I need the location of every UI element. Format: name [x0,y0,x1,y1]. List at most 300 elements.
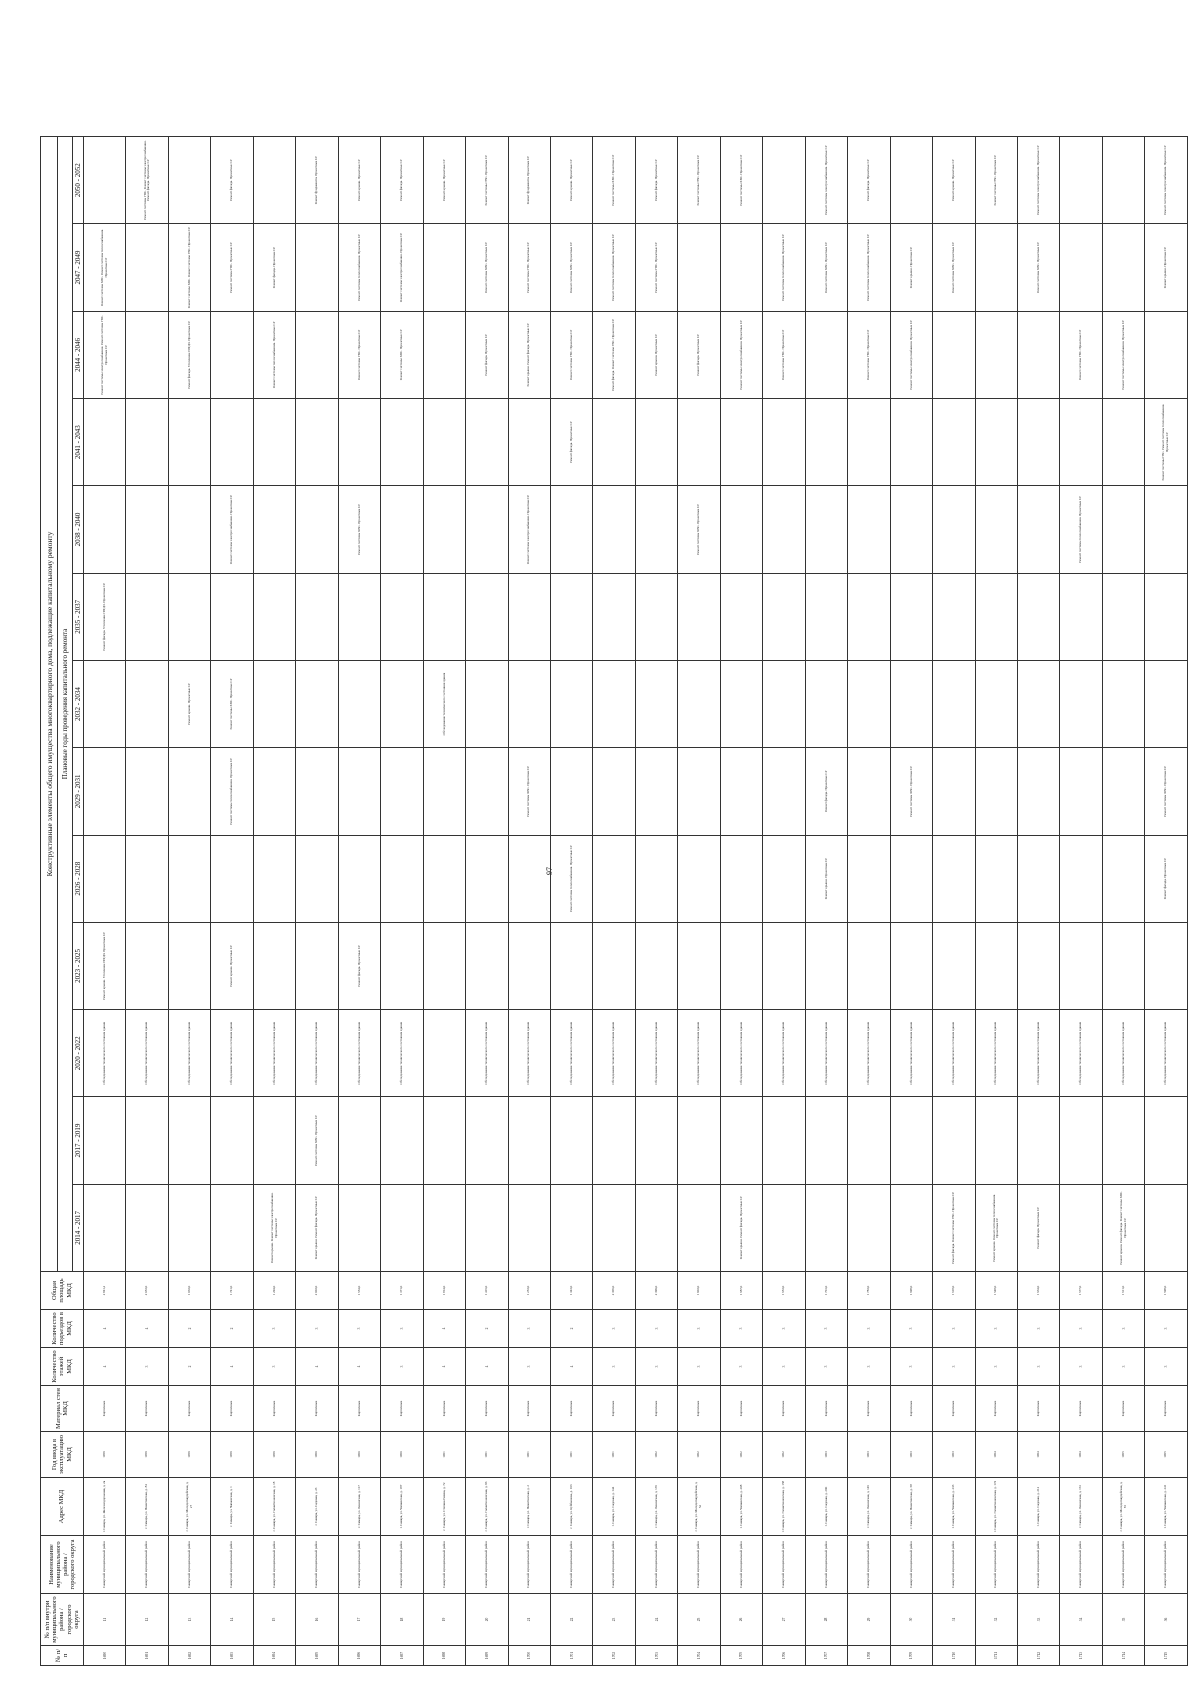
row-index-cell: 1706 [763,1646,805,1666]
entrances-cell: 2 [550,1310,592,1348]
floors-cell: 3 [593,1348,635,1386]
floors-cell: 3 [508,1348,550,1386]
repair-plan-cell: Ремонт системы ГВС. Проектные СР [763,311,805,398]
total-area-cell: 2 053,0 [126,1272,168,1310]
repair-plan-cell [763,573,805,660]
repair-plan-cell [720,922,762,1009]
repair-plan-cell [933,1097,975,1184]
district-number-cell: 27 [763,1594,805,1646]
district-name-cell: Самарский муниципальный район [423,1536,465,1594]
wall-material-cell: Кирпичные [763,1386,805,1432]
repair-plan-cell [508,835,550,922]
address-cell: г. Самара, ул. Ленинская, д. 135 [635,1478,677,1536]
floors-cell: 4 [338,1348,380,1386]
total-area-cell: 1 063,0 [168,1272,210,1310]
repair-plan-cell: Ремонт фасада. Утепление ПП/ДЗ. Проектные СР [84,573,126,660]
table-row [890,137,932,1666]
table-row [1060,137,1102,1666]
repair-plan-cell: Обследование технического состояния здания [1060,1010,1102,1097]
total-area-cell: 1 701,0 [805,1272,847,1310]
entrances-cell: 4 [423,1310,465,1348]
repair-plan-cell [1102,660,1144,747]
floors-cell: 3 [253,1348,295,1386]
repair-plan-cell [848,573,890,660]
repair-plan-cell: Ремонт крыши. Проектные СР [211,922,253,1009]
repair-plan-cell [848,748,890,835]
address-cell: г. Самара, ул. Чапаевская, д. 1 [211,1478,253,1536]
entrances-cell: 3 [720,1310,762,1348]
repair-plan-cell: Обследование технического состояния здания [296,1010,338,1097]
repair-plan-cell [890,835,932,922]
wall-material-cell: Кирпичные [466,1386,508,1432]
repair-plan-cell [1060,573,1102,660]
address-cell: г. Самара, ул. Никитинская, д. 2 [508,1478,550,1536]
repair-plan-cell [338,1184,380,1271]
row-index-cell: 1707 [805,1646,847,1666]
total-area-cell: 2 003,0 [296,1272,338,1310]
period-header: 2026 - 2028 [73,835,84,922]
row-index-cell: 1714 [1102,1646,1144,1666]
repair-plan-cell [1060,660,1102,747]
floors-cell: 3 [890,1348,932,1386]
row-index-cell: 1699 [466,1646,508,1666]
repair-plan-cell [805,660,847,747]
total-area-cell: 1 577,0 [1060,1272,1102,1310]
repair-plan-cell: Ремонт системы электроснабжения. Ремонт системы ГВС. Проектные СР [84,311,126,398]
period-header: 2023 - 2025 [73,922,84,1009]
repair-plan-cell [593,486,635,573]
row-index-cell: 1715 [1145,1646,1188,1666]
district-number-cell: 33 [1017,1594,1059,1646]
wall-material-cell: Кирпичные [1102,1386,1144,1432]
table-row [1145,137,1188,1666]
district-name-cell: Самарский муниципальный район [466,1536,508,1594]
floors-cell: 3 [126,1348,168,1386]
repair-plan-cell: Ремонт системы теплоснабжения. Проектные СР [1060,486,1102,573]
repair-plan-cell [720,224,762,311]
repair-plan-cell [1060,835,1102,922]
repair-plan-cell: Обследование технического состояния здания [848,1010,890,1097]
repair-plan-cell: Ремонт фасада. Ремонт системы ГВС. Проектные СР [593,311,635,398]
repair-plan-cell [253,660,295,747]
repair-plan-cell: Ремонт системы ГВС. Проектные СР [211,224,253,311]
table-row [550,137,592,1666]
repair-plan-cell: Ремонт системы электроснабжения. Проектные СР [381,224,423,311]
row-index-cell: 1701 [550,1646,592,1666]
repair-plan-cell [168,137,210,224]
repair-plan-cell [381,399,423,486]
repair-plan-cell: Ремонт фасада. Ремонт системы ГВС. Проектные СР [933,1184,975,1271]
district-number-cell: 13 [168,1594,210,1646]
year-built-cell: 1959 [253,1432,295,1478]
total-area-cell: 2 305,0 [593,1272,635,1310]
repair-plan-cell [975,748,1017,835]
repair-plan-cell [975,573,1017,660]
repair-plan-cell: Ремонт системы ХВС. Проектные СР [890,748,932,835]
entrances-cell: 3 [635,1310,677,1348]
repair-plan-cell: Ремонт фасада. Проектные СР [805,748,847,835]
repair-plan-cell: Обследование технического состояния здания [890,1010,932,1097]
year-built-cell: 1962 [720,1432,762,1478]
repair-plan-cell: Обследование технического состояния здания [168,1010,210,1097]
repair-plan-cell: Ремонт системы ХВС. Проектные СР [805,224,847,311]
repair-plan-cell [211,311,253,398]
entrances-cell: 2 [466,1310,508,1348]
row-index-cell: 1698 [423,1646,465,1666]
address-cell: г. Самара, ул. Чапаевская, д. 241 [1145,1478,1188,1536]
repair-plan-cell [678,1184,720,1271]
repair-plan-cell [508,399,550,486]
total-area-cell: 1 618,0 [933,1272,975,1310]
repair-plan-cell: Ремонт системы ХВС. Проектные СР [338,486,380,573]
table-subcaption: Плановые годы проведения капитального ремонта [58,137,73,1272]
table-row [720,137,762,1666]
total-area-cell: 1 598,0 [1145,1272,1188,1310]
district-name-cell: Самарский муниципальный район [296,1536,338,1594]
repair-plan-cell: Ремонт системы ХВС. Проектные СР [678,486,720,573]
capital-repair-table [40,136,1188,1666]
total-area-cell: 1 653,0 [763,1272,805,1310]
repair-plan-cell [338,748,380,835]
floors-cell: 3 [381,1348,423,1386]
repair-plan-cell: Ремонт системы ГВС. Ремонт системы электроснабжения. Ремонт фасада. Проектные СР [126,137,168,224]
repair-plan-cell: Ремонт крыши. Ремонт системы теплоснабжения. Проектные СР [975,1184,1017,1271]
repair-plan-cell [593,573,635,660]
district-name-cell: Самарский муниципальный район [1060,1536,1102,1594]
repair-plan-cell [933,660,975,747]
district-number-cell: 14 [211,1594,253,1646]
district-number-cell: 18 [381,1594,423,1646]
entrances-cell: 3 [508,1310,550,1348]
entrances-cell: 3 [678,1310,720,1348]
repair-plan-cell [423,835,465,922]
repair-plan-cell [296,922,338,1009]
wall-material-cell: Кирпичные [890,1386,932,1432]
repair-plan-cell: Ремонт крыши. Проектные СР [805,835,847,922]
repair-plan-cell: Ремонт фасада. Утепление ПП/ДЗ. Проектные СР [168,311,210,398]
repair-plan-cell [84,486,126,573]
year-built-cell: 1965 [1145,1432,1188,1478]
header-address: Адрес МКД [41,1478,84,1536]
repair-plan-cell [423,1097,465,1184]
repair-plan-cell [848,922,890,1009]
repair-plan-cell: Ремонт крыши. Ремонт фасада. Проектные СР [720,1184,762,1271]
repair-plan-cell [550,573,592,660]
repair-plan-cell: Ремонт системы ХВС. Проектные СР [296,1097,338,1184]
repair-plan-cell [1145,922,1188,1009]
entrances-cell: 3 [848,1310,890,1348]
repair-plan-cell [296,573,338,660]
district-number-cell: 31 [933,1594,975,1646]
repair-plan-cell [1102,573,1144,660]
row-index-cell: 1693 [211,1646,253,1666]
repair-plan-cell [805,922,847,1009]
entrances-cell: 3 [975,1310,1017,1348]
repair-plan-cell [253,922,295,1009]
repair-plan-cell [253,835,295,922]
repair-plan-cell [338,1097,380,1184]
repair-plan-cell: Ремонт системы электроснабжения. Проектные СР [1102,311,1144,398]
table-row [678,137,720,1666]
floors-cell: 4 [550,1348,592,1386]
repair-plan-cell [593,399,635,486]
district-number-cell: 36 [1145,1594,1188,1646]
table-body [84,137,1188,1666]
floors-cell: 3 [1145,1348,1188,1386]
repair-plan-cell: Ремонт фасада. Проектные СР [550,399,592,486]
wall-material-cell: Кирпичные [593,1386,635,1432]
wall-material-cell: Кирпичные [550,1386,592,1432]
repair-plan-cell [763,660,805,747]
entrances-cell: 3 [338,1310,380,1348]
repair-plan-cell [338,399,380,486]
repair-plan-cell [466,399,508,486]
entrances-cell: 3 [381,1310,423,1348]
repair-plan-cell [381,660,423,747]
repair-plan-cell [890,1097,932,1184]
repair-plan-cell: Ремонт крыши. Ремонт фасада. Проектные СР [296,1184,338,1271]
repair-plan-cell [466,748,508,835]
period-header: 2044 - 2046 [73,311,84,398]
repair-plan-cell: Ремонт крыши. Ремонт фасада. Проектные СР [508,311,550,398]
table-row [848,137,890,1666]
repair-plan-cell [763,922,805,1009]
header-year-built: Год ввода в эксплуатацию МКД [41,1432,84,1478]
wall-material-cell: Кирпичные [84,1386,126,1432]
repair-plan-cell [1102,922,1144,1009]
district-number-cell: 34 [1060,1594,1102,1646]
total-area-cell: 1 687,0 [720,1272,762,1310]
repair-plan-cell: Ремонт фундамента. Проектные СР [296,137,338,224]
repair-plan-cell [126,835,168,922]
repair-plan-cell: Ремонт системы ГВС. Проектные СР [848,311,890,398]
repair-plan-cell [253,573,295,660]
year-built-cell: 1961 [550,1432,592,1478]
row-index-cell: 1697 [381,1646,423,1666]
repair-plan-cell [253,399,295,486]
repair-plan-cell [253,486,295,573]
repair-plan-cell [168,1184,210,1271]
district-number-cell: 22 [550,1594,592,1646]
row-index-cell: 1690 [84,1646,126,1666]
repair-plan-cell [763,835,805,922]
district-number-cell: 23 [593,1594,635,1646]
year-built-cell: 1961 [423,1432,465,1478]
repair-plan-cell: Ремонт системы ХВС. Проектные СР [381,311,423,398]
repair-plan-cell [1102,137,1144,224]
year-built-cell: 1961 [508,1432,550,1478]
rotated-table-wrapper [40,136,1188,1666]
year-built-cell: 1962 [763,1432,805,1478]
address-cell: г. Самара, ул. Чапаевская, д. 187 [381,1478,423,1536]
wall-material-cell: Кирпичные [253,1386,295,1432]
total-area-cell: 1 698,0 [890,1272,932,1310]
repair-plan-cell: Обследование технического состояния здания [1145,1010,1188,1097]
total-area-cell: 1 416,0 [466,1272,508,1310]
repair-plan-cell [933,835,975,922]
year-built-cell: 1963 [805,1432,847,1478]
repair-plan-cell [296,224,338,311]
year-built-cell: 1961 [466,1432,508,1478]
repair-plan-cell [466,922,508,1009]
repair-plan-cell [805,486,847,573]
year-built-cell: 1964 [1060,1432,1102,1478]
district-name-cell: Самарский муниципальный район [211,1536,253,1594]
table-row [423,137,465,1666]
repair-plan-cell [1017,1097,1059,1184]
district-name-cell: Самарский муниципальный район [84,1536,126,1594]
table-row [381,137,423,1666]
year-built-cell: 1960 [338,1432,380,1478]
repair-plan-cell [933,399,975,486]
table-row [635,137,677,1666]
district-number-cell: 26 [720,1594,762,1646]
address-cell: г. Самара, ул. Садовая, д. 212 [1017,1478,1059,1536]
repair-plan-cell [423,1010,465,1097]
repair-plan-cell: Ремонт фасада. Проектные СР [338,922,380,1009]
row-index-cell: 1700 [508,1646,550,1666]
address-cell: г. Самара, ул. Ленинская, д. 161 [1060,1478,1102,1536]
repair-plan-cell [84,1184,126,1271]
repair-plan-cell: Обследование технического состояния здания [466,1010,508,1097]
entrances-cell: 3 [1102,1310,1144,1348]
repair-plan-cell [381,486,423,573]
total-area-cell: 2 399,0 [635,1272,677,1310]
repair-plan-cell [848,660,890,747]
repair-plan-cell [381,835,423,922]
repair-plan-cell: Ремонт фасада. Проектные СР [1145,835,1188,922]
repair-plan-cell: Обследование технического состояния здания [253,1010,295,1097]
year-built-cell: 1959 [168,1432,210,1478]
floors-cell: 3 [1017,1348,1059,1386]
floors-cell: 4 [84,1348,126,1386]
district-number-cell: 32 [975,1594,1017,1646]
repair-plan-cell [635,486,677,573]
floors-cell: 4 [211,1348,253,1386]
repair-plan-cell [1017,660,1059,747]
repair-plan-cell: Обследование технического состояния здания [720,1010,762,1097]
repair-plan-cell: Ремонт системы ХВС. Проектные СР [1145,748,1188,835]
address-cell: г. Самара, ул. Галактионовская, д. 96 [466,1478,508,1536]
floors-cell: 3 [720,1348,762,1386]
repair-plan-cell [168,1097,210,1184]
repair-plan-cell [1145,1097,1188,1184]
repair-plan-cell [593,1097,635,1184]
repair-plan-cell: Ремонт системы электроснабжения. Проектные СР [508,486,550,573]
repair-plan-cell [890,573,932,660]
table-row [338,137,380,1666]
repair-plan-cell: Ремонт фасада. Проектные СР [1017,1184,1059,1271]
repair-plan-cell [720,399,762,486]
district-number-cell: 19 [423,1594,465,1646]
row-index-cell: 1708 [848,1646,890,1666]
repair-plan-cell [1017,573,1059,660]
district-name-cell: Самарский муниципальный район [975,1536,1017,1594]
repair-plan-cell [678,573,720,660]
entrances-cell: 3 [1060,1310,1102,1348]
repair-plan-cell: Ремонт фасада. Проектные СР [381,137,423,224]
repair-plan-cell [763,137,805,224]
header-floors: Количество этажей МКД [41,1348,84,1386]
district-name-cell: Самарский муниципальный район [805,1536,847,1594]
repair-plan-cell [933,486,975,573]
table-caption: Конструктивные элементы общего имущества многоквартирного дома, подлежащие капитальному ремонту [41,137,58,1272]
repair-plan-cell [423,922,465,1009]
repair-plan-cell: Обследование технического состояния здания [423,660,465,747]
repair-plan-cell [805,1184,847,1271]
repair-plan-cell [890,486,932,573]
repair-plan-cell: Ремонт системы электроснабжения. Проектные СР [890,311,932,398]
table-row [211,137,253,1666]
floors-cell: 3 [763,1348,805,1386]
wall-material-cell: Кирпичные [423,1386,465,1432]
floors-cell: 3 [805,1348,847,1386]
wall-material-cell: Кирпичные [1017,1386,1059,1432]
repair-plan-cell [508,1184,550,1271]
repair-plan-cell: Ремонт системы теплоснабжения. Проектные СР [338,224,380,311]
repair-plan-cell [678,748,720,835]
repair-plan-cell: Ремонт системы теплоснабжения. Проектные СР [763,224,805,311]
header-district: Наименование муниципального района / городского округа [41,1536,84,1594]
repair-plan-cell [168,399,210,486]
year-built-cell: 1963 [933,1432,975,1478]
repair-plan-cell [890,137,932,224]
header-index: № п/п [41,1646,84,1666]
repair-plan-cell [126,486,168,573]
repair-plan-cell: Ремонт системы теплоснабжения. Проектные СР [211,748,253,835]
repair-plan-cell: Обследование технического состояния здания [84,1010,126,1097]
repair-plan-cell [975,486,1017,573]
table-row [84,137,126,1666]
total-area-cell: 1 554,0 [338,1272,380,1310]
row-index-cell: 1696 [338,1646,380,1666]
floors-cell: 3 [635,1348,677,1386]
district-name-cell: Самарский муниципальный район [550,1536,592,1594]
repair-plan-cell [1060,1184,1102,1271]
year-built-cell: 1960 [296,1432,338,1478]
repair-plan-cell [678,835,720,922]
header-district-number: № п/п внутри муниципального района / городского округа [41,1594,84,1646]
repair-plan-cell [1060,224,1102,311]
repair-plan-cell: Ремонт системы ГВС. Проектные СР [635,224,677,311]
repair-plan-cell: Ремонт системы теплоснабжения. Проектные СР [848,224,890,311]
wall-material-cell: Кирпичные [211,1386,253,1432]
repair-plan-cell: Ремонт фасада. Проектные СР [253,224,295,311]
repair-plan-cell [890,660,932,747]
entrances-cell: 3 [805,1310,847,1348]
entrances-cell: 4 [84,1310,126,1348]
repair-plan-cell [1102,486,1144,573]
entrances-cell: 3 [1017,1310,1059,1348]
repair-plan-cell: Ремонт фасада. Проектные СР [466,311,508,398]
repair-plan-cell [126,224,168,311]
repair-plan-cell [508,922,550,1009]
wall-material-cell: Кирпичные [805,1386,847,1432]
district-number-cell: 17 [338,1594,380,1646]
repair-plan-cell: Ремонт системы электроснабжения. Проектные СР [211,486,253,573]
address-cell: г. Самара, ул. Галактионовская, д. 158 [763,1478,805,1536]
repair-plan-cell: Обследование технического состояния здания [635,1010,677,1097]
district-number-cell: 30 [890,1594,932,1646]
repair-plan-cell [550,748,592,835]
header-total-area: Общая площадь МКД [41,1272,84,1310]
repair-plan-cell [763,399,805,486]
table-row [593,137,635,1666]
repair-plan-cell: Ремонт крыши. Проектные СР [635,311,677,398]
repair-plan-cell [84,660,126,747]
repair-plan-cell [1060,137,1102,224]
repair-plan-cell: Ремонт крыши. Проектные СР [338,137,380,224]
